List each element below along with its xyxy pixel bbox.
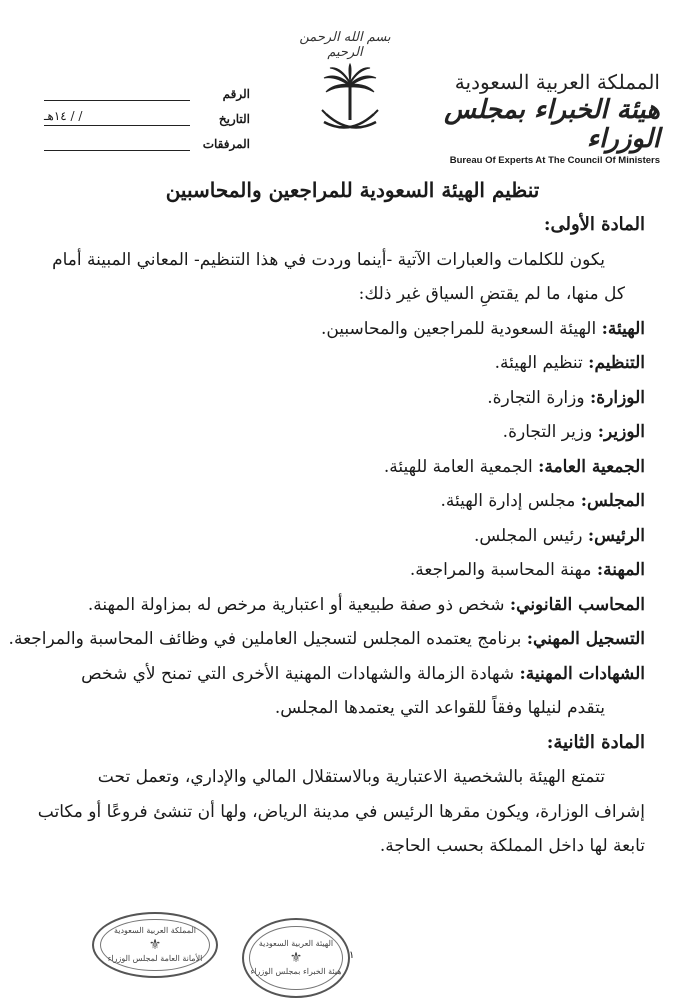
palm-and-swords-icon: ⚜ bbox=[148, 936, 162, 953]
palm-and-swords-icon bbox=[318, 62, 382, 142]
definition-text: رئيس المجلس. bbox=[473, 525, 583, 546]
definition-item bbox=[60, 588, 645, 623]
definition-term: الجمعية العامة: bbox=[538, 456, 645, 477]
stamp-text: المملكة العربية السعودية bbox=[113, 925, 197, 935]
definition-text: الهيئة السعودية للمراجعين والمحاسبين. bbox=[320, 318, 597, 339]
date-label: التاريخ bbox=[218, 112, 250, 126]
definition-item bbox=[60, 484, 645, 519]
definition-item bbox=[60, 657, 645, 692]
page-number: ١ bbox=[349, 950, 355, 961]
stamp-text: الهيئة العربية السعودية bbox=[258, 938, 334, 948]
definition-text: مهنة المحاسبة والمراجعة. bbox=[409, 560, 592, 580]
date-value: / / ١٤هـ bbox=[44, 109, 83, 123]
definition-text: شهادة الزمالة والشهادات المهنية الأخرى التي تمنح لأي شخص bbox=[81, 663, 515, 684]
official-stamp-bureau bbox=[242, 918, 350, 998]
reference-block bbox=[40, 76, 250, 151]
definition-term: التسجيل المهني: bbox=[526, 629, 645, 649]
article-2-line-2: إشراف الوزارة، ويكون مقرها الرئيس في مدينة الرياض، ولها أن تنشئ فروعًا أو مكاتب bbox=[37, 801, 645, 822]
definition-term: الهيئة: bbox=[601, 318, 645, 339]
basmala: بسم الله الرحمن الرحيم bbox=[299, 30, 391, 60]
official-stamp-secretariat bbox=[92, 912, 218, 978]
article-2-heading: المادة الثانية: bbox=[546, 731, 645, 753]
org-bureau-arabic: هيئة الخبراء بمجلس الوزراء bbox=[444, 95, 660, 154]
attachments-field bbox=[44, 138, 190, 151]
org-name-arabic: المملكة العربية السعودية bbox=[454, 70, 660, 94]
attachments-label: المرفقات bbox=[202, 137, 250, 151]
definition-item bbox=[60, 312, 645, 347]
stamp-inner-ring bbox=[249, 926, 343, 990]
definition-text: مجلس إدارة الهيئة. bbox=[440, 491, 576, 511]
document-title: تنظيم الهيئة السعودية للمراجعين والمحاسبين bbox=[165, 178, 540, 202]
definition-text: وزارة التجارة. bbox=[487, 387, 585, 408]
article-1-intro-line-1: يكون للكلمات والعبارات الآتية -أينما وردت في هذا التنظيم- المعاني المبينة أمام bbox=[52, 249, 605, 270]
definition-item bbox=[60, 553, 645, 588]
ref-label: الرقم bbox=[222, 87, 250, 101]
definition-continuation: يتقدم لنيلها وفقاً للقواعد التي يعتمدها المجلس. bbox=[274, 698, 605, 718]
organization-letterhead bbox=[420, 70, 660, 166]
definition-term: الوزارة: bbox=[589, 387, 645, 408]
definition-text: شخص ذو صفة طبيعية أو اعتبارية مرخص له بمزاولة المهنة. bbox=[87, 594, 505, 615]
article-1-heading: المادة الأولى: bbox=[543, 214, 645, 235]
definition-term: الوزير: bbox=[597, 422, 645, 442]
org-bureau-english: Bureau Of Experts At The Council Of Ministers bbox=[449, 155, 660, 167]
ref-row bbox=[40, 76, 250, 101]
definition-item bbox=[60, 346, 645, 381]
stamp-subtext: هيئة الخبراء بمجلس الوزراء bbox=[250, 967, 342, 977]
date-row bbox=[40, 101, 250, 126]
definition-text: تنظيم الهيئة. bbox=[494, 353, 583, 373]
definition-item bbox=[60, 519, 645, 554]
article-1-intro-line-2: كل منها، ما لم يقتضِ السياق غير ذلك: bbox=[358, 284, 625, 304]
stamp-inner-ring bbox=[100, 919, 209, 972]
definition-text: وزير التجارة. bbox=[502, 422, 593, 442]
definition-term: التنظيم: bbox=[588, 353, 645, 373]
attachments-row bbox=[40, 126, 250, 151]
definition-term: المجلس: bbox=[580, 491, 645, 511]
definition-text: برنامج يعتمده المجلس لتسجيل العاملين في وظائف المحاسبة والمراجعة. bbox=[8, 629, 522, 649]
definition-text: الجمعية العامة للهيئة. bbox=[383, 456, 533, 477]
ref-field bbox=[44, 88, 190, 101]
date-field bbox=[44, 109, 190, 126]
article-2-line-3: تابعة لها داخل المملكة بحسب الحاجة. bbox=[379, 836, 645, 856]
stamp-subtext: الأمانة العامة لمجلس الوزراء bbox=[107, 954, 203, 964]
document-body bbox=[8, 178, 645, 864]
definition-term: المهنة: bbox=[596, 560, 645, 580]
palm-and-swords-icon: ⚜ bbox=[289, 949, 303, 966]
definition-item bbox=[8, 622, 645, 657]
definition-item bbox=[60, 381, 645, 416]
definition-term: الشهادات المهنية: bbox=[519, 663, 645, 684]
definition-term: المحاسب القانوني: bbox=[509, 594, 645, 615]
definition-term: الرئيس: bbox=[587, 525, 645, 546]
definition-item bbox=[60, 450, 645, 485]
article-2-line-1: تتمتع الهيئة بالشخصية الاعتبارية وبالاستقلال المالي والإداري، وتعمل تحت bbox=[97, 767, 605, 787]
definition-item bbox=[60, 415, 645, 450]
